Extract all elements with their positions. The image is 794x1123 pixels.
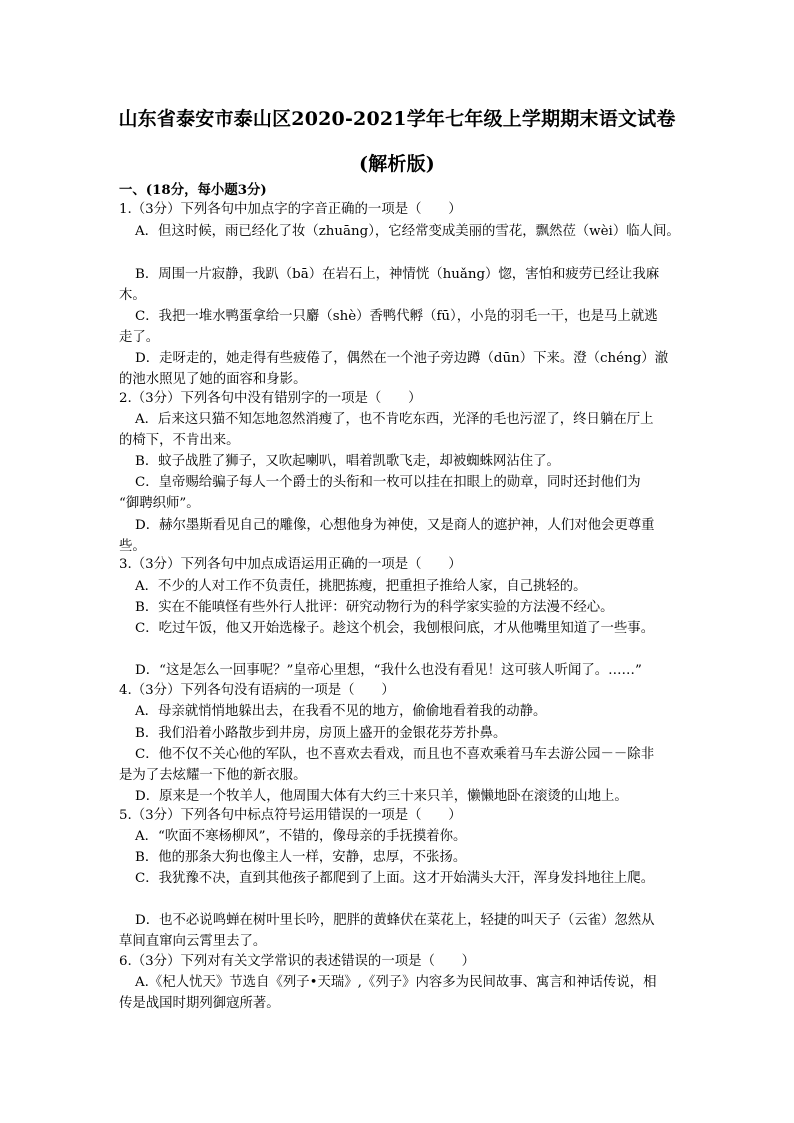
question-1: 1.（3分）下列各句中加点字的字音正确的一项是（ ）	[119, 202, 462, 217]
option-1c: C．我把一堆水鸭蛋拿给一只麝（shè）香鸭代孵（fū），小凫的羽毛一干，也是马上就逃	[135, 309, 658, 324]
option-3d: D．“这是怎么一回事呢？”皇帝心里想，“我什么也没有看见！这可骇人听闻了。……”	[135, 663, 642, 678]
option-3c: C．吃过午饭，他又开始选椽子。趁这个机会，我刨根问底，才从他嘴里知道了一些事。	[135, 621, 655, 636]
option-2c: C．皇帝赐给骗子每人一个爵士的头衔和一枚可以挂在扣眼上的勋章，同时还封他们为	[135, 475, 641, 490]
option-1b: B．周围一片寂静，我趴（bā）在岩石上，神情恍（huǎng）惚，害怕和疲劳已经让我麻	[135, 267, 660, 282]
option-3b: B．实在不能嗔怪有些外行人批评：研究动物行为的科学家实验的方法漫不经心。	[135, 600, 614, 615]
option-2d-cont: 些。	[119, 539, 146, 554]
option-4a: A．母亲就悄悄地躲出去，在我看不见的地方，偷偷地看着我的动静。	[135, 704, 547, 719]
option-1d: D．走呀走的，她走得有些疲倦了，偶然在一个池子旁边蹲（dūn）下来。澄（chéng）澈	[135, 351, 669, 366]
section-heading: 一、(18分，每小题3分)	[119, 182, 267, 198]
question-5: 5.（3分）下列各句中标点符号运用错误的一项是（ ）	[119, 808, 462, 823]
option-4b: B．我们沿着小路散步到井房，房顶上盛开的金银花芬芳扑鼻。	[135, 726, 507, 741]
question-2: 2.（3分）下列各句中没有错别字的一项是（ ）	[119, 391, 422, 406]
option-2a-cont: 的椅下，不肯出来。	[119, 433, 240, 448]
option-6a-cont: 传是战国时期列御寇所著。	[119, 996, 280, 1011]
option-5a: A．“吹面不寒杨柳风”，不错的，像母亲的手抚摸着你。	[135, 829, 467, 844]
option-6a: A.《杞人忧天》节选自《列子•天瑞》,《列子》内容多为民间故事、寓言和神话传说，相	[135, 975, 657, 990]
question-4: 4.（3分）下列各句没有语病的一项是（ ）	[119, 683, 395, 698]
option-2a: A．后来这只猫不知怎地忽然消瘦了，也不肯吃东西，光泽的毛也污涩了，终日躺在厅上	[135, 412, 654, 427]
document-subtitle: (解析版)	[359, 153, 435, 175]
option-1a: A．但这时候，雨已经化了妆（zhuāng），它经常变成美丽的雪花，飘然莅（wèi）临人间。	[135, 224, 680, 239]
option-1c-cont: 走了。	[119, 330, 160, 345]
document-title: 山东省泰安市泰山区2020-2021学年七年级上学期期末语文试卷	[118, 108, 676, 130]
option-2b: B．蚊子战胜了狮子，又吹起喇叭，唱着凯歌飞走，却被蜘蛛网沾住了。	[135, 454, 560, 469]
option-5d: D．也不必说鸣蝉在树叶里长吟，肥胖的黄蜂伏在菜花上，轻捷的叫天子（云雀）忽然从	[135, 913, 655, 928]
option-4c-cont: 是为了去炫耀一下他的新衣服。	[119, 768, 307, 783]
question-3: 3.（3分）下列各句中加点成语运用正确的一项是（ ）	[119, 557, 462, 572]
question-6: 6.（3分）下列对有关文学常识的表述错误的一项是（ ）	[119, 954, 476, 969]
option-1d-cont: 的池水照见了她的面容和身影。	[119, 372, 307, 387]
option-3a: A．不少的人对工作不负责任，挑肥拣瘦，把重担子推给人家，自己挑轻的。	[135, 579, 587, 594]
option-4c: C．他不仅不关心他的军队，也不喜欢去看戏，而且也不喜欢乘着马车去游公园－－除非	[135, 747, 655, 762]
option-2c-cont: “御聘织师”。	[119, 496, 200, 511]
option-1b-cont: 木。	[119, 288, 146, 303]
option-2d: D．赫尔墨斯看见自己的雕像，心想他身为神使，又是商人的遮护神，人们对他会更尊重	[135, 518, 655, 533]
option-4d: D．原来是一个牧羊人，他周围大体有大约三十来只羊，懒懒地卧在滚烫的山地上。	[135, 789, 628, 804]
option-5d-cont: 草间直窜向云霄里去了。	[119, 934, 267, 949]
option-5b: B．他的那条大狗也像主人一样，安静，忠厚，不张扬。	[135, 850, 467, 865]
option-5c: C．我犹豫不决，直到其他孩子都爬到了上面。这才开始满头大汗，浑身发抖地往上爬。	[135, 871, 655, 886]
